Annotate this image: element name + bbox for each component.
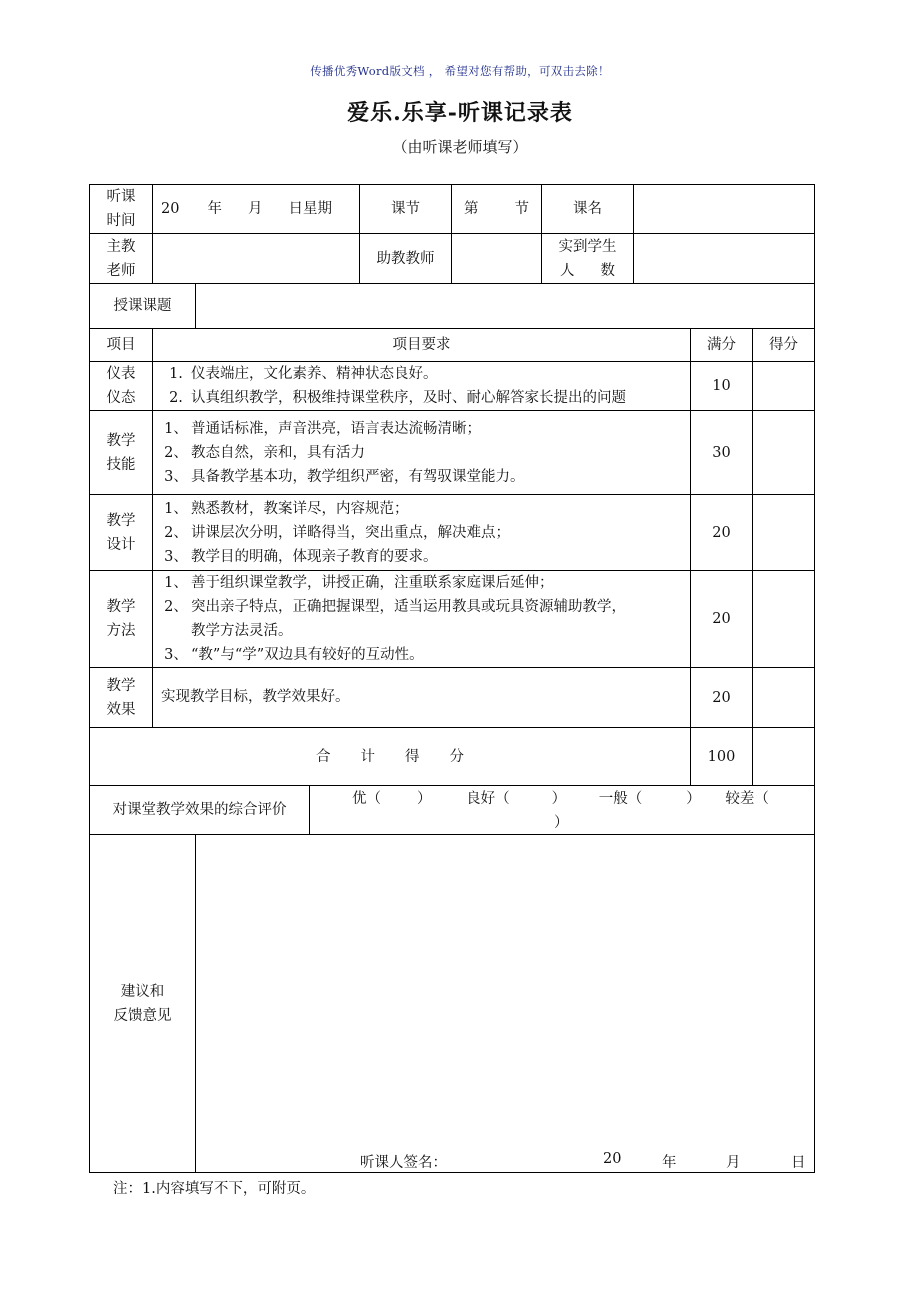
form-title: 爱乐.乐享-听课记录表 xyxy=(347,100,573,126)
criterion-requirements xyxy=(152,494,691,571)
criterion-score-field[interactable] xyxy=(752,570,815,668)
signature-month-unit: 月 xyxy=(726,1155,741,1171)
criterion-name: 教学 效果 xyxy=(89,667,153,728)
lead-teacher-label: 主教 老师 xyxy=(89,233,153,284)
criterion-score-field[interactable] xyxy=(752,410,815,495)
requirement-item: 1、 熟悉教材，教案详尽，内容规范； xyxy=(164,500,409,517)
column-header-full-score: 满分 xyxy=(690,328,753,362)
assistant-teacher-field[interactable] xyxy=(451,233,542,284)
assistant-teacher-label: 助教教师 xyxy=(359,233,452,284)
rating-average[interactable]: 一般（ ） xyxy=(598,791,701,807)
criterion-requirements xyxy=(152,570,691,668)
criterion-requirements xyxy=(152,361,691,411)
total-score-field[interactable] xyxy=(752,727,815,786)
criterion-requirements xyxy=(152,410,691,495)
class-time-label: 听课 时间 xyxy=(89,184,153,234)
requirement-item: 3、 教学目的明确，体现亲子教育的要求。 xyxy=(164,548,438,565)
total-full-score: 100 xyxy=(690,727,753,786)
feedback-label: 建议和 反馈意见 xyxy=(89,834,196,1173)
signature-day-unit: 日 xyxy=(791,1155,806,1171)
requirement-item: 1. 仪表端庄，文化素养、精神状态良好。 xyxy=(169,366,438,382)
rating-good[interactable]: 良好（ ） xyxy=(466,791,567,807)
requirement-item: 教学方法灵活。 xyxy=(191,623,293,639)
attendance-label: 实到学生 人 数 xyxy=(541,233,634,284)
criterion-full-score: 20 xyxy=(690,667,753,728)
rating-excellent[interactable]: 优（ ） xyxy=(352,791,432,807)
attendance-field[interactable] xyxy=(633,233,815,284)
criterion-name: 教学 方法 xyxy=(89,570,153,668)
signature-year-unit: 年 xyxy=(662,1155,677,1171)
requirement-item: 3、 具备教学基本功，教学组织严密，有驾驭课堂能力。 xyxy=(164,468,525,485)
criterion-requirements xyxy=(152,667,691,728)
criterion-score-field[interactable] xyxy=(752,361,815,411)
requirement-item: 1、 善于组织课堂教学，讲授正确，注重联系家庭课后延伸； xyxy=(164,575,554,591)
lesson-topic-label: 授课课题 xyxy=(89,283,196,329)
lead-teacher-field[interactable] xyxy=(152,233,360,284)
lesson-topic-field[interactable] xyxy=(195,283,815,329)
period-field[interactable]: 第 节 xyxy=(451,184,542,234)
criterion-name: 教学 技能 xyxy=(89,410,153,495)
document-banner: 传播优秀Word版文档 ， 希望对您有帮助，可双击去除！ xyxy=(310,64,610,78)
rating-poor-close: ） xyxy=(554,815,569,831)
requirement-item: 3、 “教”与“学”双边具有较好的互动性。 xyxy=(164,647,424,663)
form-subtitle: （由听课老师填写） xyxy=(392,138,528,156)
total-score-label: 合 计 得 分 xyxy=(89,727,691,786)
requirement-item: 2、 讲课层次分明，详略得当，突出重点，解决难点； xyxy=(164,524,510,541)
course-name-field[interactable] xyxy=(633,184,815,234)
period-label: 课节 xyxy=(359,184,452,234)
requirement-item: 2. 认真组织教学，积极维持课堂秩序，及时、耐心解答家长提出的问题 xyxy=(169,390,626,406)
criterion-score-field[interactable] xyxy=(752,667,815,728)
overall-evaluation-label: 对课堂教学效果的综合评价 xyxy=(89,785,310,835)
requirement-item: 实现教学目标，教学效果好。 xyxy=(161,689,350,705)
column-header-score: 得分 xyxy=(752,328,815,362)
column-header-item: 项目 xyxy=(89,328,153,362)
criterion-full-score: 20 xyxy=(690,494,753,571)
course-name-label: 课名 xyxy=(541,184,634,234)
criterion-name: 仪表 仪态 xyxy=(89,361,153,411)
overall-evaluation-options xyxy=(309,785,815,835)
feedback-field[interactable] xyxy=(195,834,815,1173)
criterion-name: 教学 设计 xyxy=(89,494,153,571)
requirement-item: 2、 教态自然，亲和，具有活力 xyxy=(164,444,365,461)
criterion-full-score: 10 xyxy=(690,361,753,411)
requirement-item: 2、 突出亲子特点，正确把握课型，适当运用教具或玩具资源辅助教学， xyxy=(164,599,626,615)
requirement-item: 1、 普通话标准，声音洪亮，语言表达流畅清晰； xyxy=(164,420,481,437)
observer-signature-label: 听课人签名： xyxy=(360,1155,447,1171)
criterion-score-field[interactable] xyxy=(752,494,815,571)
column-header-requirement: 项目要求 xyxy=(152,328,691,362)
signature-year: 20 xyxy=(603,1151,622,1167)
footnote: 注：1.内容填写不下，可附页。 xyxy=(113,1181,316,1197)
criterion-full-score: 20 xyxy=(690,570,753,668)
rating-poor[interactable]: 较差（ xyxy=(725,791,769,807)
criterion-full-score: 30 xyxy=(690,410,753,495)
class-time-field[interactable]: 20 年 月 日星期 xyxy=(152,184,360,234)
